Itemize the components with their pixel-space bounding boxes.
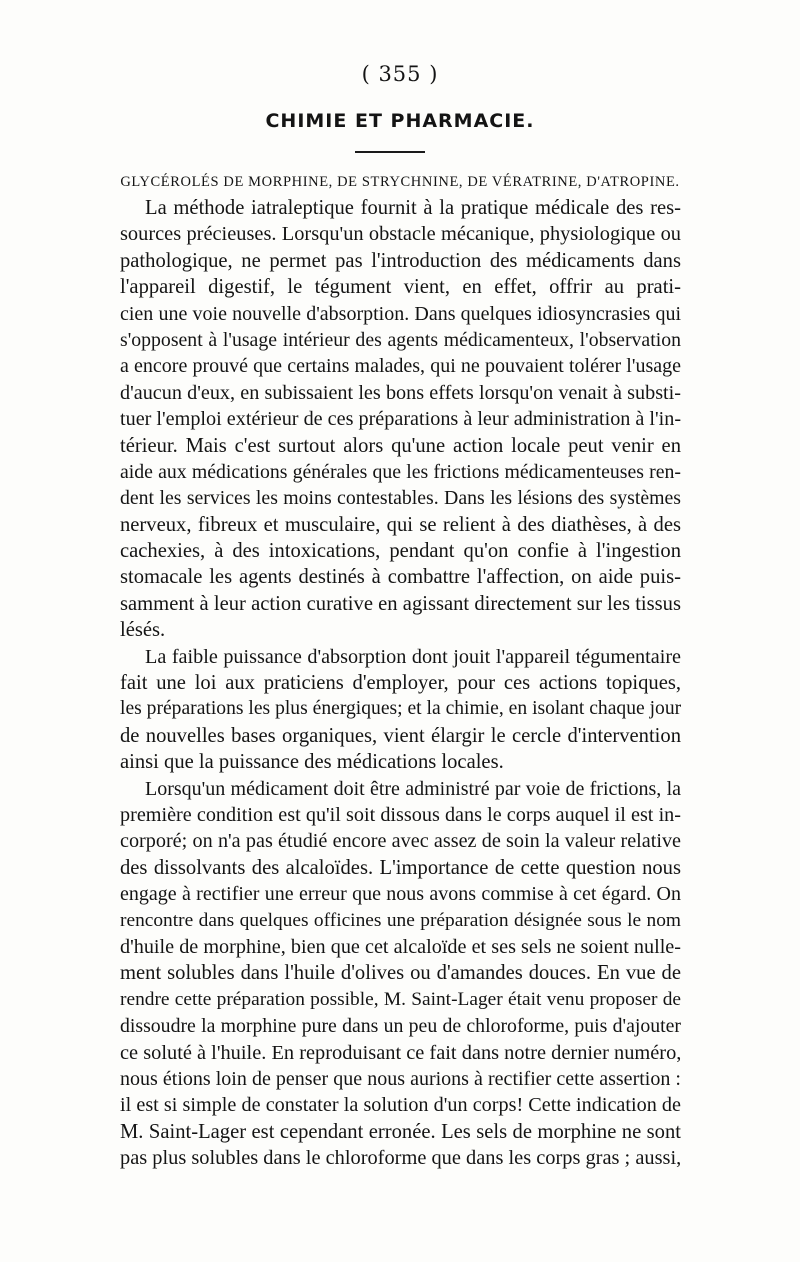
text-line: térieur. Mais c'est surtout alors qu'une action locale peut venir en <box>120 434 681 457</box>
article-subtitle: GLYCÉROLÉS DE MORPHINE, DE STRYCHNINE, DE VÉRATRINE, D'ATROPINE. <box>120 174 680 190</box>
text-line: cien une voie nouvelle d'absorption. Dans quelques idiosyncrasies qui <box>120 302 681 325</box>
text-line: de nouvelles bases organiques, vient élargir le cercle d'intervention <box>120 724 681 747</box>
text-line: lésés. <box>120 619 166 642</box>
text-line: La faible puissance d'absorption dont jouit l'appareil tégumentaire <box>145 645 681 668</box>
text-line: d'huile de morphine, bien que cet alcaloïde et ses sels ne soient nulle- <box>120 935 681 958</box>
text-line: ce soluté à l'huile. En reproduisant ce fait dans notre dernier numéro, <box>120 1041 682 1064</box>
text-line: dent les services les moins contestables. Dans les lésions des systèmes <box>120 487 681 510</box>
text-line: tuer l'emploi extérieur de ces préparations à leur administration à l'in- <box>120 408 682 431</box>
text-line: sources précieuses. Lorsqu'un obstacle mécanique, physiologique ou <box>120 223 681 246</box>
text-line: première condition est qu'il soit dissous dans le corps auquel il est in- <box>120 803 681 826</box>
text-line: M. Saint-Lager est cependant erronée. Les sels de morphine ne sont <box>120 1120 681 1143</box>
text-line: aide aux médications générales que les frictions médicamenteuses ren- <box>120 460 681 483</box>
text-line: cachexies, à des intoxications, pendant qu'on confie à l'ingestion <box>120 540 681 563</box>
text-line: il est si simple de constater la solution d'un corps! Cette indication de <box>120 1094 681 1117</box>
text-line: stomacale les agents destinés à combattre l'affection, on aide puis- <box>120 566 681 589</box>
text-line: nerveux, fibreux et musculaire, qui se relient à des diathèses, à des <box>120 513 681 536</box>
text-line: rencontre dans quelques officines une préparation désignée sous le nom <box>120 909 681 931</box>
text-line: d'aucun d'eux, en subissaient les bons effets lorsqu'on venait à substi- <box>120 381 681 404</box>
text-line: ainsi que la puissance des médications locales. <box>120 751 504 774</box>
page-number: ( 355 ) <box>361 62 439 86</box>
text-line: corporé; on n'a pas étudié encore avec assez de soin la valeur relative <box>120 830 681 853</box>
text-line: Lorsqu'un médicament doit être administré par voie de frictions, la <box>145 777 681 800</box>
text-line: s'opposent à l'usage intérieur des agents médicamenteux, l'observation <box>120 328 681 351</box>
text-line: les préparations les plus énergiques; et la chimie, en isolant chaque jour <box>120 698 682 720</box>
text-line: pas plus solubles dans le chloroforme que dans les corps gras ; aussi, <box>120 1147 682 1170</box>
text-line: a encore prouvé que certains malades, qui ne pouvaient tolérer l'usage <box>120 355 681 378</box>
text-line: rendre cette préparation possible, M. Saint-Lager était venu proposer de <box>120 988 681 1010</box>
text-line: nous étions loin de penser que nous aurions à rectifier cette assertion : <box>120 1067 681 1090</box>
text-line: engage à rectifier une erreur que nous avons commise à cet égard. On <box>120 883 681 906</box>
text-line: des dissolvants des alcaloïdes. L'importance de cette question nous <box>120 856 681 879</box>
text-line: dissoudre la morphine pure dans un peu de chloroforme, puis d'ajouter <box>120 1015 681 1038</box>
text-line: ment solubles dans l'huile d'olives ou d'amandes douces. En vue de <box>120 962 681 985</box>
section-title: CHIMIE ET PHARMACIE. <box>265 110 535 132</box>
text-line: samment à leur action curative en agissant directement sur les tissus <box>120 592 681 615</box>
article-body <box>120 195 681 1171</box>
text-line: pathologique, ne permet pas l'introduction des médicaments dans <box>120 249 681 272</box>
text-line: l'appareil digestif, le tégument vient, en effet, offrir au prati- <box>120 276 681 299</box>
text-line: La méthode iatraleptique fournit à la pratique médicale des res- <box>145 197 681 219</box>
text-line: fait une loi aux praticiens d'employer, pour ces actions topiques, <box>120 672 681 695</box>
title-rule <box>355 151 425 153</box>
